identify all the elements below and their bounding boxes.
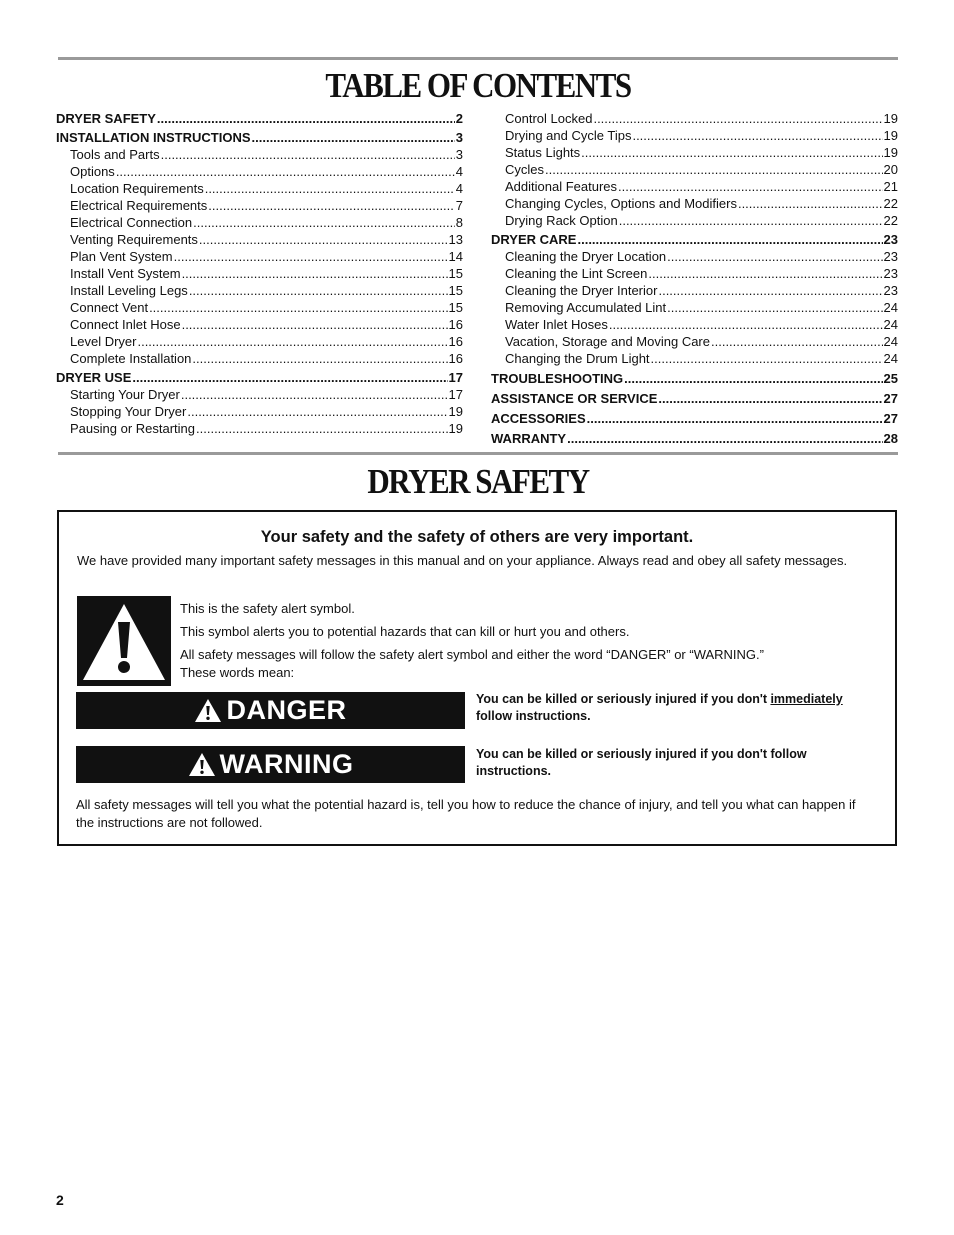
toc-entry[interactable] (56, 369, 463, 386)
toc-entry-title: Venting Requirements (70, 232, 198, 247)
warning-description (476, 746, 886, 780)
safety-box (57, 510, 897, 846)
toc-entry[interactable] (491, 299, 898, 316)
toc-entry-title: Cleaning the Dryer Interior (505, 283, 658, 298)
toc-title: TABLE OF CONTENTS (325, 65, 631, 106)
toc-entry[interactable] (56, 248, 463, 265)
toc-entry[interactable] (56, 333, 463, 350)
toc-entry[interactable] (491, 110, 898, 127)
toc-entry-page: 17 (448, 370, 463, 385)
safety-alert-symbol-icon (77, 596, 171, 686)
toc-entry[interactable] (56, 163, 463, 180)
toc-entry-title: Level Dryer (70, 334, 137, 349)
toc-entry-page: 3 (455, 147, 463, 162)
toc-entry[interactable] (491, 231, 898, 248)
toc-entry-page: 28 (883, 431, 898, 446)
danger-banner (76, 692, 465, 729)
toc-entry[interactable] (491, 265, 898, 282)
toc-entry[interactable] (56, 299, 463, 316)
toc-entry-title: Electrical Requirements (70, 198, 208, 213)
toc-entry[interactable] (56, 316, 463, 333)
toc-entry-title: TROUBLESHOOTING (491, 371, 624, 386)
toc-entry-page: 19 (883, 111, 898, 126)
toc-entry[interactable] (491, 144, 898, 161)
toc-entry-title: Additional Features (505, 179, 618, 194)
toc-entry-page: 20 (883, 162, 898, 177)
toc-entry[interactable] (491, 390, 898, 407)
warning-text-emph: follow (770, 747, 807, 761)
toc-entry[interactable] (56, 403, 463, 420)
alert-line: This symbol alerts you to potential hazards that can kill or hurt you and others. (180, 624, 630, 639)
toc-entry-title: Starting Your Dryer (70, 387, 180, 402)
toc-entry-page: 24 (883, 334, 898, 349)
danger-text-emph: immediately (770, 692, 843, 706)
toc-entry[interactable] (56, 265, 463, 282)
toc-entry[interactable] (56, 110, 463, 127)
toc-entry-page: 15 (448, 283, 463, 298)
toc-entry-page: 27 (883, 411, 898, 426)
toc-entry-title: Complete Installation (70, 351, 192, 366)
toc-entry-page: 24 (883, 351, 898, 366)
toc-entry-title: DRYER SAFETY (56, 111, 156, 126)
toc-entry-page: 19 (883, 128, 898, 143)
toc-entry-page: 24 (883, 317, 898, 332)
danger-text-before: You can be killed or seriously injured if you don't (476, 692, 771, 706)
warning-label: WARNING (219, 749, 354, 779)
toc-entry-page: 23 (883, 249, 898, 264)
toc-entry[interactable] (56, 214, 463, 231)
alert-line: These words mean: (180, 665, 295, 680)
toc-entry-page: 14 (448, 249, 463, 264)
toc-entry[interactable] (491, 410, 898, 427)
danger-text-after: follow instructions. (476, 709, 591, 723)
toc-entry-title: Tools and Parts (70, 147, 160, 162)
toc-entry-title: Plan Vent System (70, 249, 173, 264)
toc-entry-page: 22 (883, 196, 898, 211)
toc-entry[interactable] (491, 282, 898, 299)
toc-entry-title: Options (70, 164, 115, 179)
toc-entry-page: 25 (883, 371, 898, 386)
toc-entry-page: 23 (883, 232, 898, 247)
toc-entry-title: Connect Inlet Hose (70, 317, 181, 332)
warning-triangle-icon (194, 698, 222, 723)
toc-entry-page: 3 (455, 130, 463, 145)
toc-entry-title: Drying Rack Option (505, 213, 618, 228)
toc-entry[interactable] (56, 129, 463, 146)
toc-entry[interactable] (491, 178, 898, 195)
toc-entry[interactable] (56, 231, 463, 248)
toc-entry-page: 17 (448, 387, 463, 402)
toc-entry-title: Control Locked (505, 111, 593, 126)
toc-entry-page: 27 (883, 391, 898, 406)
alert-line: All safety messages will follow the safety alert symbol and either the word “DANGER” or “WARNING.” (180, 647, 764, 662)
toc-entry-title: Electrical Connection (70, 215, 193, 230)
warning-text-after: instructions. (476, 764, 552, 778)
danger-label: DANGER (226, 695, 347, 725)
toc-entry-title: ACCESSORIES (491, 411, 586, 426)
toc-entry-page: 13 (448, 232, 463, 247)
toc-entry-title: Install Leveling Legs (70, 283, 188, 298)
toc-entry-page: 16 (448, 351, 463, 366)
toc-entry[interactable] (491, 248, 898, 265)
section-rule (58, 452, 898, 455)
toc-entry[interactable] (491, 333, 898, 350)
toc-entry-title: Location Requirements (70, 181, 204, 196)
toc-left-column (56, 110, 463, 437)
safety-footer: All safety messages will tell you what the potential hazard is, tell you how to reduce the chance of injury, and tell you what can happen if the instructions are not followed. (76, 797, 856, 830)
toc-entry-title: DRYER CARE (491, 232, 577, 247)
toc-entry-page: 8 (455, 215, 463, 230)
toc-entry[interactable] (56, 350, 463, 367)
toc-right-column (491, 110, 898, 447)
toc-entry[interactable] (491, 212, 898, 229)
alert-symbol-explanation (180, 600, 880, 682)
top-rule (58, 57, 898, 60)
toc-entry[interactable] (56, 180, 463, 197)
toc-entry-title: Water Inlet Hoses (505, 317, 608, 332)
toc-entry-page: 16 (448, 334, 463, 349)
toc-entry-page: 7 (455, 198, 463, 213)
toc-entry-title: Vacation, Storage and Moving Care (505, 334, 710, 349)
toc-entry-title: DRYER USE (56, 370, 132, 385)
toc-entry[interactable] (491, 370, 898, 387)
toc-entry-page: 15 (448, 266, 463, 281)
toc-entry-title: Connect Vent (70, 300, 149, 315)
toc-entry-title: Removing Accumulated Lint (505, 300, 667, 315)
toc-entry-title: INSTALLATION INSTRUCTIONS (56, 130, 251, 145)
toc-entry-page: 19 (448, 404, 463, 419)
toc-entry-page: 15 (448, 300, 463, 315)
toc-entry-page: 2 (455, 111, 463, 126)
toc-entry[interactable] (491, 350, 898, 367)
dryer-safety-title: DRYER SAFETY (367, 461, 589, 502)
danger-description (476, 691, 886, 725)
toc-entry-title: Changing Cycles, Options and Modifiers (505, 196, 737, 211)
safety-intro: We have provided many important safety messages in this manual and on your appliance. Always read and obey all safety messages. (77, 553, 848, 568)
warning-triangle-icon (188, 752, 216, 777)
toc-entry-page: 4 (455, 181, 463, 196)
alert-line: This is the safety alert symbol. (180, 601, 355, 616)
toc-entry[interactable] (491, 127, 898, 144)
toc-entry-page: 16 (448, 317, 463, 332)
toc-entry[interactable] (491, 430, 898, 447)
toc-entry-title: Cleaning the Lint Screen (505, 266, 648, 281)
page-number: 2 (56, 1192, 64, 1208)
toc-entry-page: 23 (883, 266, 898, 281)
toc-entry-page: 22 (883, 213, 898, 228)
toc-entry-title: ASSISTANCE OR SERVICE (491, 391, 658, 406)
warning-banner (76, 746, 465, 783)
toc-entry[interactable] (491, 195, 898, 212)
toc-entry-page: 19 (883, 145, 898, 160)
toc-entry-title: Status Lights (505, 145, 581, 160)
toc-entry-page: 24 (883, 300, 898, 315)
toc-entry-title: Install Vent System (70, 266, 181, 281)
toc-entry[interactable] (56, 197, 463, 214)
toc-entry[interactable] (56, 146, 463, 163)
toc-entry-title: Cleaning the Dryer Location (505, 249, 667, 264)
toc-entry-page: 19 (448, 421, 463, 436)
toc-entry-page: 23 (883, 283, 898, 298)
toc-entry[interactable] (56, 282, 463, 299)
warning-text-before: You can be killed or seriously injured if you don't (476, 747, 771, 761)
toc-entry[interactable] (491, 316, 898, 333)
toc-entry-title: Pausing or Restarting (70, 421, 196, 436)
toc-entry-page: 21 (883, 179, 898, 194)
toc-entry-page: 4 (455, 164, 463, 179)
toc-entry[interactable] (56, 420, 463, 437)
toc-entry-title: Changing the Drum Light (505, 351, 650, 366)
toc-entry-title: Stopping Your Dryer (70, 404, 187, 419)
toc-entry[interactable] (56, 386, 463, 403)
toc-entry-title: Cycles (505, 162, 545, 177)
toc-entry-title: WARRANTY (491, 431, 567, 446)
safety-heading: Your safety and the safety of others are very important. (260, 528, 694, 546)
toc-entry[interactable] (491, 161, 898, 178)
toc-entry-title: Drying and Cycle Tips (505, 128, 632, 143)
